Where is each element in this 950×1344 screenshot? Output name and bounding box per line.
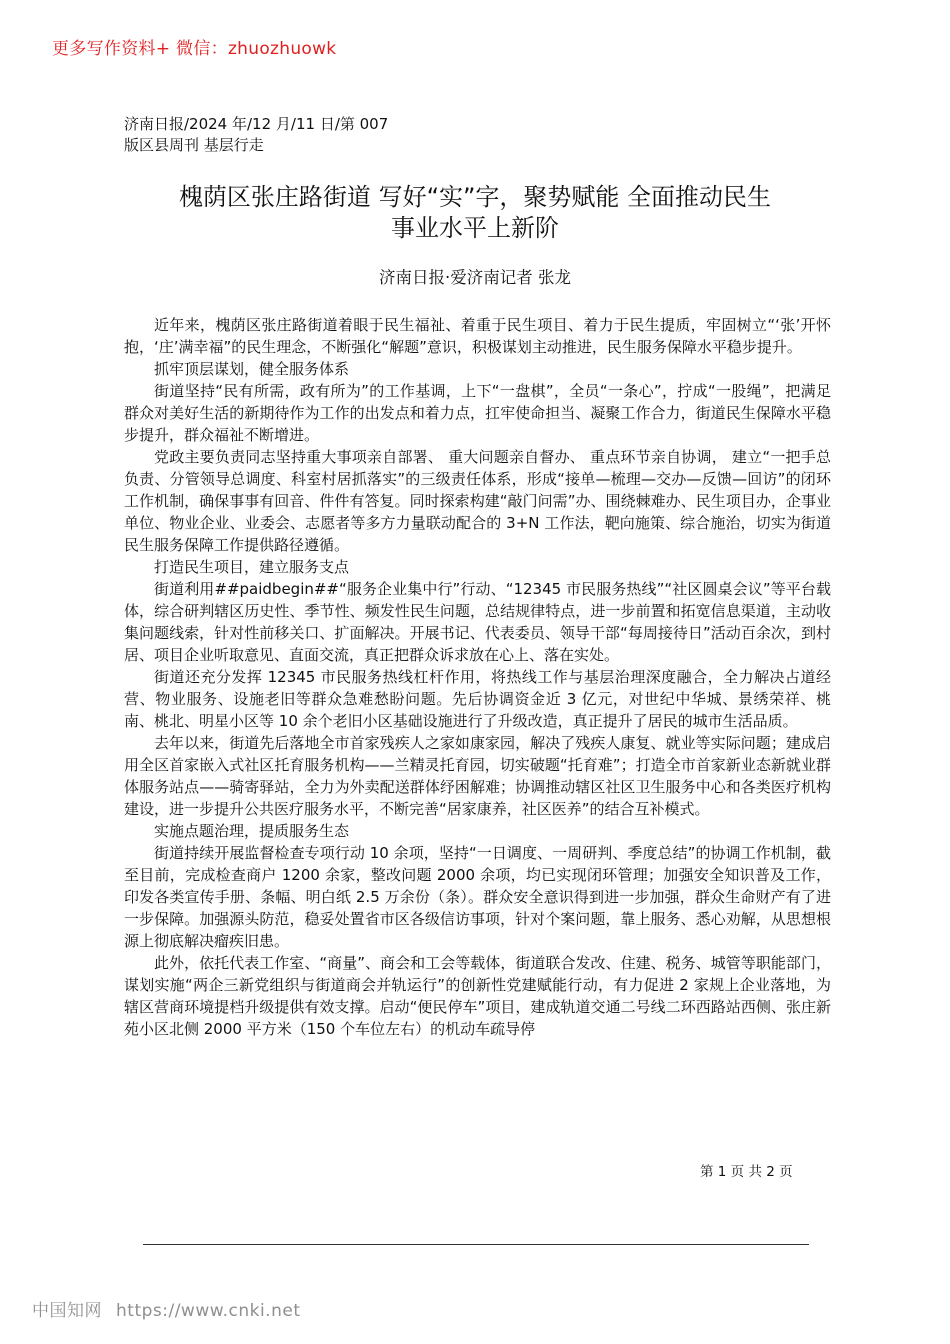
section-heading: 实施点题治理，提质服务生态	[154, 822, 350, 840]
section-heading: 打造民生项目，建立服务支点	[154, 558, 350, 576]
watermark-brand: 中国知网	[32, 1301, 102, 1321]
promo-banner: 更多写作资料+ 微信：zhuozhuowk	[52, 39, 337, 59]
paragraph: 街道还充分发挥 12345 市民服务热线杠杆作用，将热线工作与基层治理深度融合，全力解决占道经营、物业服务、设施老旧等群众急难愁盼问题。先后协调资金近 3 亿元，对世纪中华城、景绣荣祥、桃南、桃北、明星小区等 10 余个老旧小区基础设施进行了升级改造，真正提升了居民的城市生活品质。	[124, 668, 831, 730]
article-body	[124, 314, 831, 1040]
title-line-1: 槐荫区张庄路街道 写好“实”字，聚势赋能 全面推动民生	[178, 183, 772, 211]
source-line-1: 济南日报/2024 年/12 月/11 日/第 007	[124, 115, 389, 133]
paragraph: 街道持续开展监督检查专项行动 10 余项，坚持“一日调度、一周研判、季度总结”的协调工作机制，截至目前，完成检查商户 1200 余家，整改问题 2000 余项，均已实现闭环管理；加强安全知识普及工作，印发各类宣传手册、条幅、明白纸 2.5 万余份（条）。群众安全意识得到进一步加强，群众生命财产有了进一步保障。加强源头防范，稳妥处置省市区各级信访事项，针对个案问题，靠上服务、悉心劝解，从思想根源上彻底解决瘤疾旧患。	[124, 844, 831, 950]
watermark-url: https://www.cnki.net	[116, 1301, 301, 1321]
cnki-watermark	[32, 1296, 300, 1321]
page-number: 第 1 页 共 2 页	[700, 1164, 793, 1180]
section-heading: 抓牢顶层谋划，健全服务体系	[154, 360, 350, 378]
byline: 济南日报·爱济南记者 张龙	[379, 268, 571, 287]
paragraph-intro: 近年来，槐荫区张庄路街道着眼于民生福祉、着重于民生项目、着力于民生提质，牢固树立“‘张’开怀抱，‘庄’满幸福”的民生理念，不断强化“解题”意识，积极谋划主动推进，民生服务保障水平稳步提升。	[124, 316, 831, 356]
paragraph: 去年以来，街道先后落地全市首家残疾人之家如康家园，解决了残疾人康复、就业等实际问题；建成启用全区首家嵌入式社区托育服务机构——兰精灵托育园，切实破题“托育难”；打造全市首家新业态新就业群体服务站点——骑寄驿站，全力为外卖配送群体纾困解难；协调推动辖区社区卫生服务中心和各类医疗机构建设，进一步提升公共医疗服务水平，不断完善“居家康养，社区医养”的结合互补模式。	[124, 734, 831, 818]
paragraph: 此外，依托代表工作室、“商量”、商会和工会等载体，街道联合发改、住建、税务、城管等职能部门，谋划实施“两企三新党组织与街道商会并轨运行”的创新性党建赋能行动，有力促进 2 家规上企业落地，为辖区营商环境提档升级提供有效支撑。启动“便民停车”项目，建成轨道交通二号线二环西路站西侧、张庄新苑小区北侧 2000 平方米（150 个车位左右）的机动车疏导停	[124, 954, 831, 1038]
paragraph: 党政主要负责同志坚持重大事项亲自部署、 重大问题亲自督办、 重点环节亲自协调， 建立“一把手总负责、分管领导总调度、科室村居抓落实”的三级责任体系，形成“接单—梳理—交办—反馈—回访”的闭环工作机制，确保事事有回音、件件有答复。同时探索构建“敲门问需”办、围绕棘难办、民生项目办，企事业单位、物业企业、业委会、志愿者等多方力量联动配合的 3+N 工作法，靶向施策、综合施治，切实为街道民生服务保障工作提供路径遵循。	[124, 448, 831, 554]
title-line-2: 事业水平上新阶	[391, 214, 559, 242]
source-info	[124, 114, 388, 156]
paragraph: 街道坚持“民有所需，政有所为”的工作基调，上下“一盘棋”，全员“一条心”，拧成“一股绳”，把满足群众对美好生活的新期待作为工作的出发点和着力点，扛牢使命担当、凝聚工作合力，街道民生保障水平稳步提升，群众福祉不断增进。	[124, 382, 831, 444]
article-title	[110, 182, 840, 244]
source-line-2: 版区县周刊 基层行走	[124, 136, 264, 154]
footer-divider	[143, 1244, 809, 1245]
paragraph: 街道利用##paidbegin##“服务企业集中行”行动、“12345 市民服务热线”“社区圆桌会议”等平台载体，综合研判辖区历史性、季节性、频发性民生问题，总结规律特点，进一步前置和拓宽信息渠道，主动收集问题线索，针对性前移关口、扩面解决。开展书记、代表委员、领导干部“每周接待日”活动百余次，到村居、项目企业听取意见、直面交流，真正把群众诉求放在心上、落在实处。	[124, 580, 831, 664]
